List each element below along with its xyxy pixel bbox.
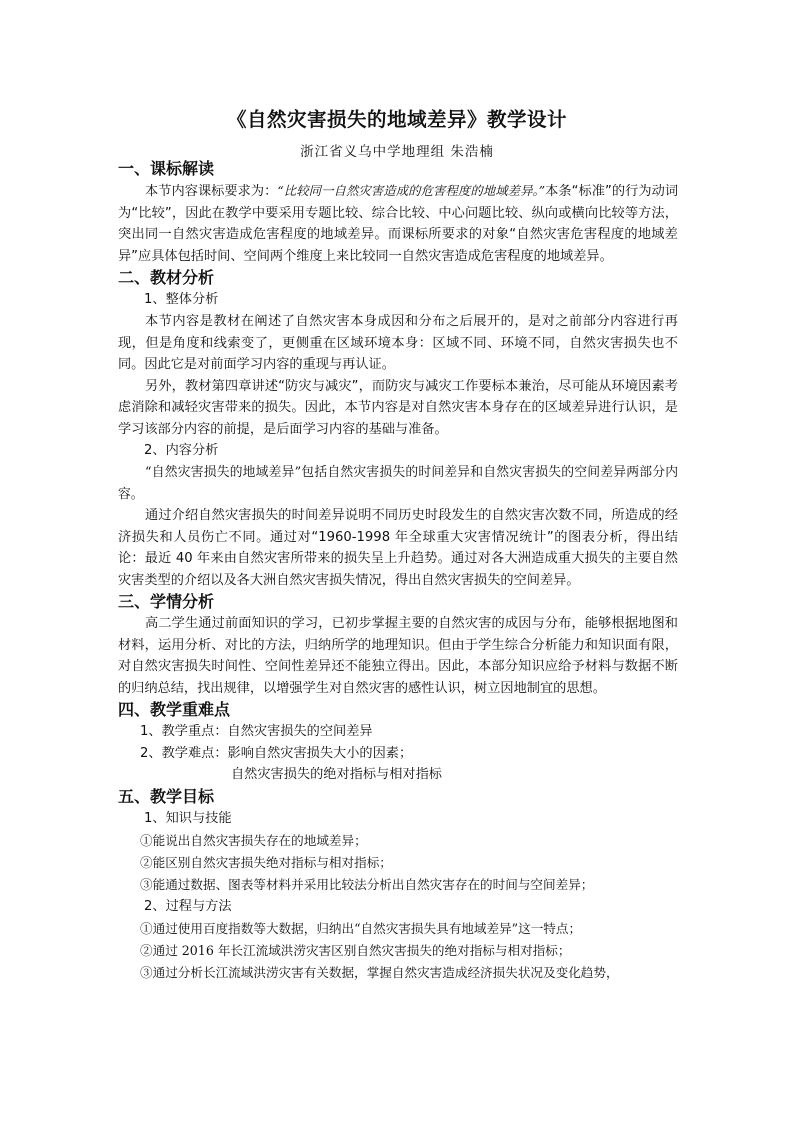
subheading-overall-analysis: 1、整体分析 [144,292,219,307]
objective-item: ②通过 2016 年长江流域洪涝灾害区别自然灾害损失的绝对指标与相对指标； [140,942,571,958]
objective-item: ②能区别自然灾害损失绝对指标与相对指标； [140,854,392,870]
difficulty-item-continued: 自然灾害损失的绝对指标与相对指标 [231,767,442,782]
section-heading-objectives: 五、教学目标 [118,786,215,806]
section-heading-students: 三、学情分析 [118,592,215,611]
textbook-paragraph-3: “自然灾害损失的地域差异”包括自然灾害损失的时间差异和自然灾害损失的空间差异两部分内容。 [118,465,678,502]
objective-item: ①通过使用百度指数等大数据，归纳出“自然灾害损失具有地域差异”这一特点； [140,920,582,936]
key-point-item: 1、教学重点：自然灾害损失的空间差异 [140,724,373,739]
curriculum-rest: 本条“标准”的行为动词为“比较”，因此在教学中要采用专题比较、综合比较、中心问题比较、纵向或横向比较等方法，突出同一自然灾害造成危害程度的地域差异。而课标所要求的对象“自然灾害危害程度的地域差异”应具体包括时间、空间两个维度上来比较同一自然灾害造成危害程度的地域差异。 [118,184,679,264]
document-body [118,158,678,984]
document-title: 《自然灾害损失的地域差异》教学设计 [226,108,567,131]
section-heading-key-points: 四、教学重难点 [118,700,231,719]
document-author: 浙江省义乌中学地理组 朱浩楠 [300,144,494,160]
curriculum-quote: “比较同一自然灾害造成的危害程度的地域差异。” [277,183,546,198]
subheading-content-analysis: 2、内容分析 [144,443,219,458]
textbook-paragraph-1: 本节内容是教材在阐述了自然灾害本身成因和分布之后展开的，是对之前部分内容进行再现，但是角度和线索变了，更侧重在区域环境本身：区域不同、环境不同，自然灾害损失也不同。因此它是对前面学习内容的重现与再认证。 [118,314,678,372]
curriculum-lead: 本节内容课标要求为： [145,184,278,199]
objective-item: ①能说出自然灾害损失存在的地域差异； [140,832,367,848]
difficulty-item: 2、教学难点：影响自然灾害损失大小的因素； [140,745,413,761]
objective-item: ③能通过数据、图表等材料并采用比较法分析出自然灾害存在的时间与空间差异； [140,876,594,892]
subheading-knowledge-skills: 1、知识与技能 [144,810,232,826]
section-heading-curriculum: 一、课标解读 [118,159,215,178]
subheading-process-methods: 2、过程与方法 [144,898,232,914]
section-heading-textbook: 二、教材分析 [118,268,215,287]
textbook-paragraph-4: 通过介绍自然灾害损失的时间差异说明不同历史时段发生的自然灾害次数不同，所造成的经济损失和人员伤亡不同。通过对“1960-1998 年全球重大灾害情况统计”的图表分析，得出结论：最近 40 年来由自然灾害所带来的损失呈上升趋势。通过对各大洲造成重大损失的主要自然灾害类型的介绍以及各大洲自然灾害损失情况，得出自然灾害损失的空间差异。 [118,508,678,588]
objective-item: ③通过分析长江流域洪涝灾害有关数据，掌握自然灾害造成经济损失状况及变化趋势， [140,964,619,980]
students-paragraph: 高二学生通过前面知识的学习，已初步掌握主要的自然灾害的成因与分布，能够根据地图和材料，运用分析、对比的方法，归纳所学的地理知识。但由于学生综合分析能力和知识面有限，对自然灾害损失时间性、空间性差异还不能独立得出。因此，本部分知识应给予材料与数据不断的归纳总结，找出规律，以增强学生对自然灾害的感性认识，树立因地制宜的思想。 [118,616,678,696]
textbook-paragraph-2: 另外，教材第四章讲述“防灾与减灾”，而防灾与减灾工作要标本兼治，尽可能从环境因素考虑消除和减轻灾害带来的损失。因此，本节内容是对自然灾害本身存在的区域差异进行认识，是学习该部分内容的前提，是后面学习内容的基础与准备。 [118,378,678,437]
curriculum-paragraph [118,180,678,267]
